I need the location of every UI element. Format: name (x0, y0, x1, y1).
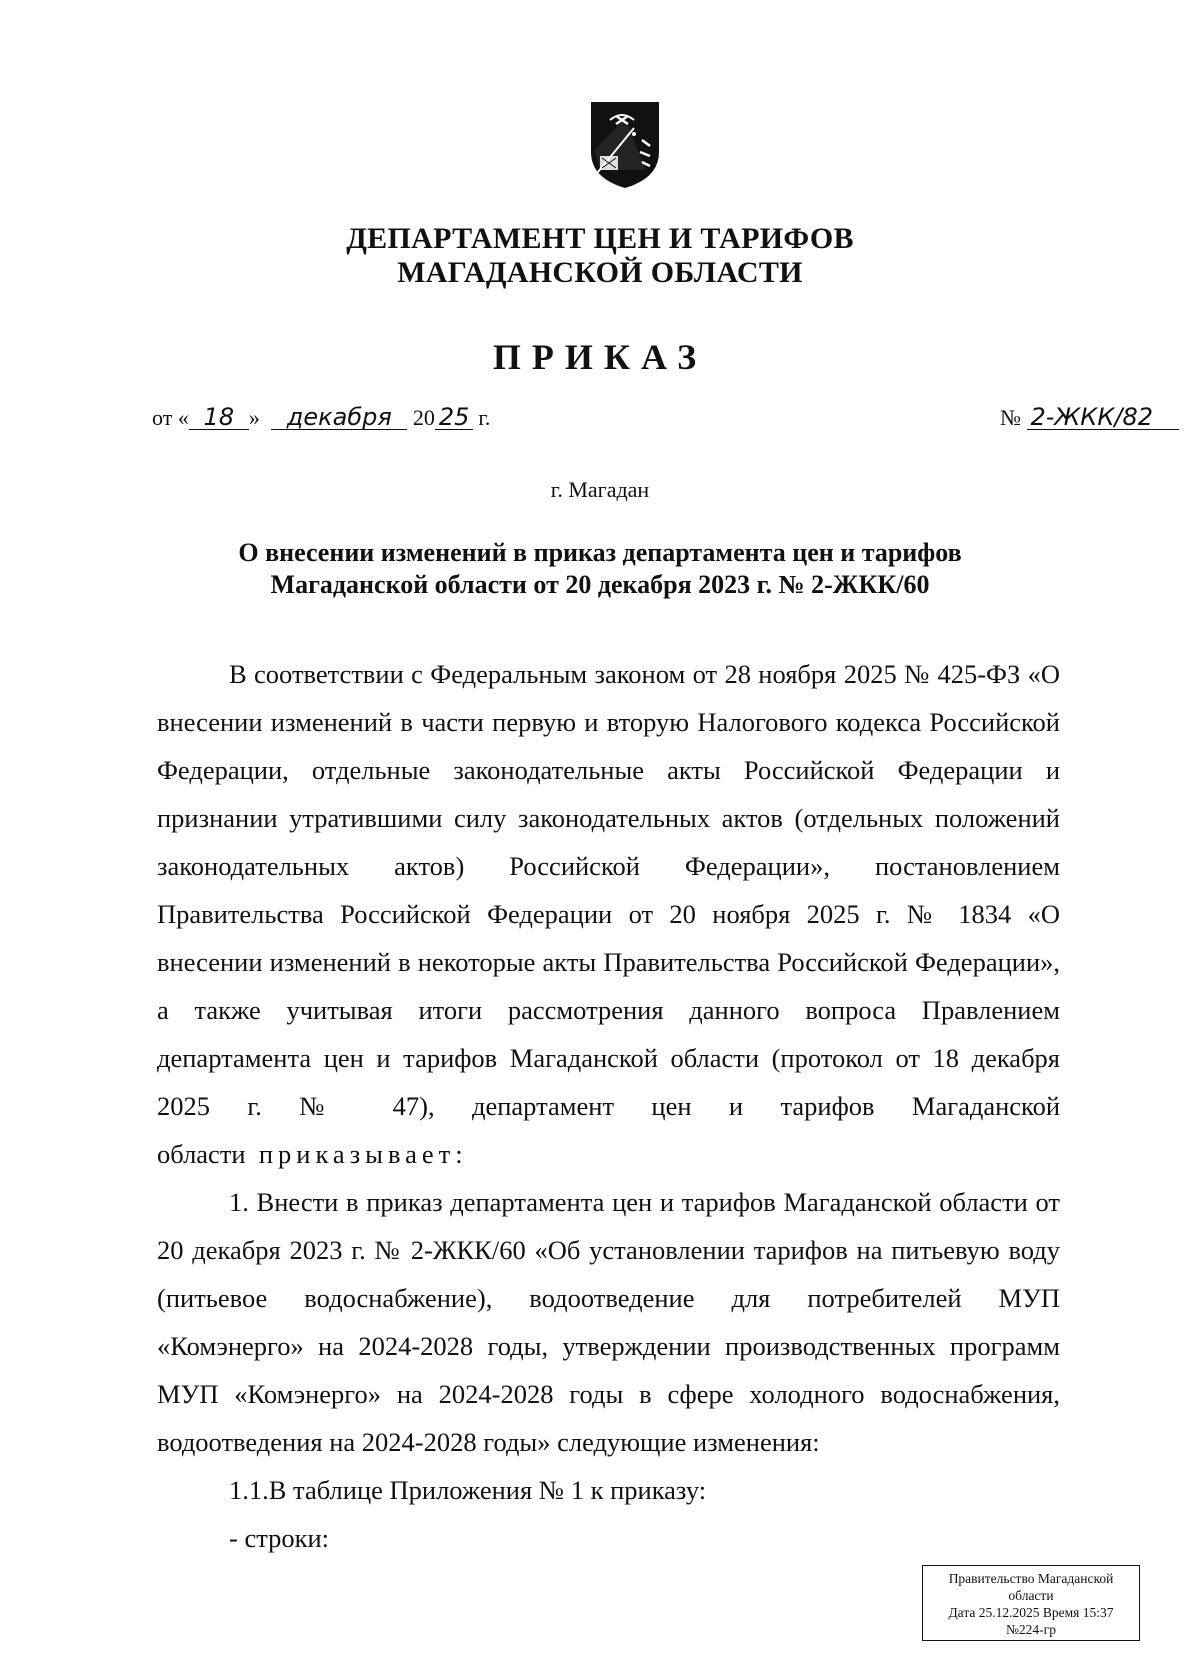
handwritten-date-month: декабря (271, 405, 407, 430)
order-date (152, 405, 490, 431)
preamble-text: В соответствии с Федеральным законом от 28 ноября 2025 № 425-ФЗ «О внесении изменений в части первую и вторую Налогового кодекса Российской Федерации, отдельные законодательные акты Российской Федерации и признании утратившими силу законодательных актов (отдельных положений законодательных актов) Российской Федерации», постановлением Правительства Российской Федерации от 20 ноября 2025 г. № 1834 «О внесении изменений в некоторые акты Правительства Российской Федерации», а также учитывая итоги рассмотрения данного вопроса Правлением департамента цен и тарифов Магаданской области (протокол от 18 декабря 2025 г. № 47), департамент цен и тарифов Магаданской области (157, 659, 1060, 1169)
date-suffix: г. (478, 405, 491, 430)
date-year-prefix: 20 (412, 405, 435, 430)
department-name-line-2: МАГАДАНСКОЙ ОБЛАСТИ (397, 256, 803, 289)
rows-paragraph: - строки: (229, 1523, 330, 1553)
stamp-line-3: Дата 25.12.2025 Время 15:37 (948, 1605, 1114, 1620)
city: г. Магадан (550, 477, 650, 502)
stamp-line-1: Правительство Магаданской (948, 1571, 1114, 1586)
handwritten-date-year: 25 (435, 405, 473, 430)
order-subject (150, 537, 1050, 601)
clause-1-1-paragraph: 1.1.В таблице Приложения № 1 к приказу: (229, 1475, 707, 1505)
subject-line-1: О внесении изменений в приказ департамента цен и тарифов (238, 538, 962, 567)
stamp-line-4: №224-гр (1006, 1622, 1056, 1637)
magadan-coat-of-arms-icon (588, 100, 662, 190)
preamble-paragraph (157, 650, 1060, 1178)
department-name-line-1: ДЕПАРТАМЕНТ ЦЕН И ТАРИФОВ (346, 222, 854, 255)
date-prefix: от « (152, 405, 189, 430)
date-mid: » (248, 405, 260, 430)
clause-1-paragraph: 1. Внести в приказ департамента цен и тарифов Магаданской области от 20 декабря 2023 г. № 2-ЖКК/60 «Об установлении тарифов на питьевую воду (питьевое водоснабжение), водоотведение для потребителей МУП «Комэнерго» на 2024-2028 годы, утверждении производственных программ МУП «Комэнерго» на 2024-2028 годы в сфере холодного водоснабжения, водоотведения на 2024-2028 годы» следующие изменения: (157, 1187, 1060, 1457)
order-number (1000, 405, 1179, 431)
handwritten-date-day: 18 (189, 405, 249, 430)
preamble-verb: приказывает: (258, 1139, 468, 1169)
order-body (157, 650, 1060, 1562)
subject-line-2: Магаданской области от 20 декабря 2023 г. № 2-ЖКК/60 (270, 570, 930, 599)
number-prefix: № (1000, 405, 1021, 430)
handwritten-order-number: 2-ЖКК/82 (1027, 405, 1179, 430)
document-type-title: ПРИКАЗ (492, 337, 708, 377)
stamp-line-2: области (1008, 1588, 1054, 1603)
registration-stamp (922, 1565, 1140, 1641)
